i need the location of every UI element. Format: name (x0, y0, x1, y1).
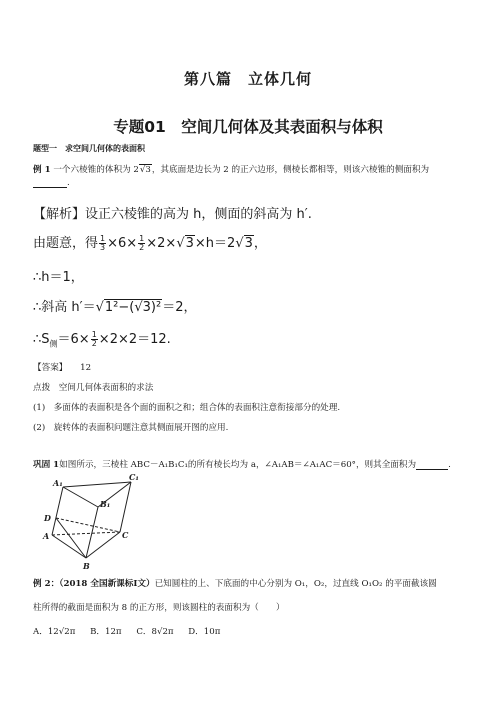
solution-tag: 【解析】 (33, 207, 86, 222)
fraction-one-half-2: $\frac{1}{2}$ (91, 330, 97, 348)
option-b: B．12π (90, 627, 122, 637)
edge-a1-a (52, 487, 63, 535)
solution-line4: ∴斜高 h′＝√1²−(√3)²＝2， (33, 300, 197, 315)
label-d: D (44, 513, 51, 523)
example2-options (33, 625, 220, 637)
label-c: C (122, 530, 129, 540)
practice1-text: 如图所示，三棱柱 ABC－A₁B₁C₁的所有棱长均为 a，∠A₁AB＝∠A₁AC＝60°，则其全面积为 (59, 460, 417, 470)
example1-line1 (33, 163, 429, 175)
edge-a-c-hidden (52, 532, 120, 535)
practice1-label: 巩固 1 (33, 460, 60, 470)
example2-label: 例 2： (33, 579, 60, 589)
tips-title: 点拨 空间几何体表面积的求法 (33, 383, 154, 393)
example1-radical: √3 (139, 165, 151, 175)
label-b1: B₁ (100, 499, 111, 509)
option-d: D．10π (188, 627, 221, 637)
example2-source: （2018 全国新课标Ⅰ文） (59, 579, 155, 589)
option-c: C．8√2π (136, 627, 174, 637)
example1-text-after: ，其底面是边长为 2 的正六边形，侧棱长都相等，则该六棱锥的侧面积为 (151, 165, 430, 175)
answer-line (33, 361, 91, 373)
solution-line5: $\therefore S_侧=6\times$ $\frac{1}{2}$ ×2×2＝12. (33, 330, 171, 349)
solution-line3: ∴h＝1， (33, 270, 84, 285)
tips-item-1: (1) 多面体的表面积是各个面的面积之和；组合体的表面积注意衔接部分的处理. (33, 403, 341, 413)
example1-text-before: 一个六棱锥的体积为 2 (53, 165, 139, 175)
edge-a1-b1 (63, 487, 98, 507)
solution-line2: 由题意，得 $\frac{1}{3}$ ×6× $\frac{1}{2}$ ×2×√3×h＝2√3， (33, 234, 267, 252)
answer-blank (33, 178, 67, 188)
label-c1: C₁ (129, 474, 139, 482)
section-type-label: 题型一 求空间几何体的表面积 (33, 144, 145, 153)
prism-figure (30, 474, 140, 574)
example2-text1: 已知圆柱的上、下底面的中心分别为 O₁，O₂，过直线 O₁O₂ 的平面截该圆 (154, 579, 437, 589)
edge-a1-c1 (63, 482, 131, 487)
label-b: B (83, 561, 90, 571)
fraction-one-third: $\frac{1}{3}$ (100, 234, 106, 252)
solution-text1: 设正六棱锥的高为 h，侧面的斜高为 h′. (85, 207, 312, 222)
fraction-one-half: $\frac{1}{2}$ (139, 234, 145, 252)
tips-item-2: (2) 旋转体的表面积问题注意其侧面展开图的应用. (33, 423, 229, 433)
example2-line1 (33, 577, 437, 589)
answer-value: 12 (80, 363, 92, 373)
chapter-title: 第八篇 立体几何 (183, 70, 312, 88)
answer-tag: 【答案】 (33, 363, 68, 373)
segment-d-c (56, 518, 120, 532)
edge-a-b (52, 535, 86, 558)
example1-label: 例 1 (33, 165, 51, 175)
label-a1: A₁ (53, 478, 63, 488)
option-a: A．12√2π (33, 627, 76, 637)
practice1-line: 巩固 1如图所示，三棱柱 ABC－A₁B₁C₁的所有棱长均为 a，∠A₁AB＝∠A₁AC＝60°，则其全面积为 . (33, 460, 451, 470)
practice1-blank (416, 460, 448, 470)
topic-title: 专题01 空间几何体及其表面积与体积 (113, 118, 383, 136)
example2-line2: 柱所得的截面是面积为 8 的正方形，则该圆柱的表面积为（ ） (33, 603, 285, 613)
solution-line1 (33, 203, 312, 222)
example1-line2: . (33, 178, 70, 188)
label-a: A (43, 531, 50, 541)
